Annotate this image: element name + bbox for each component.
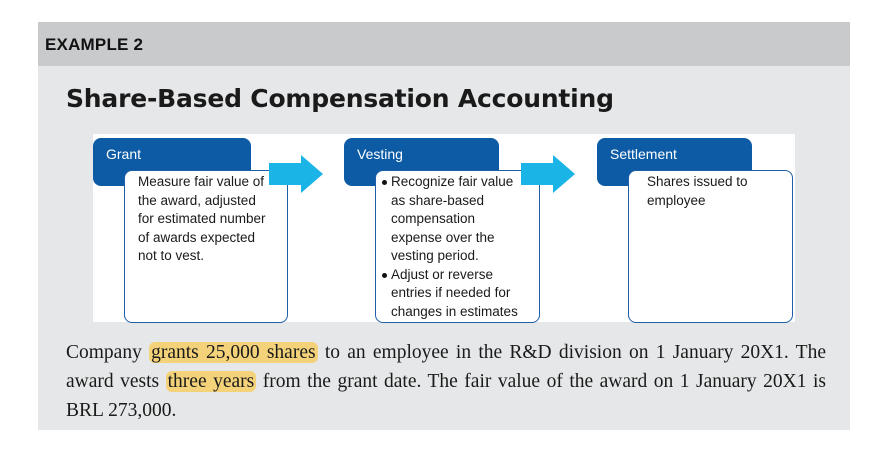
example-card	[38, 22, 850, 430]
settlement-line: employee	[647, 192, 706, 208]
vesting-line: entries if needed for	[391, 285, 511, 300]
highlight-vesting-period: three years	[167, 371, 255, 392]
grant-line: of awards expected	[138, 229, 256, 245]
vesting-line: compensation	[391, 211, 476, 226]
vesting-line: expense over the	[391, 229, 495, 245]
bullet-icon	[382, 180, 387, 185]
step-box-grant	[124, 170, 288, 323]
step-label-vesting: Vesting	[357, 146, 403, 162]
vesting-line: as share-based	[391, 192, 485, 208]
grant-description	[138, 173, 266, 266]
example-header-band	[38, 22, 850, 66]
arrow-right-icon	[269, 155, 325, 193]
paragraph-text: Company	[66, 342, 150, 363]
paragraph-text: to an employee in the R&D division on 1 January 20X1. The award vests	[66, 342, 826, 392]
paragraph-text: from the grant date. The fair value of the award on 1 January 20X1 is BRL 273,000.	[66, 371, 826, 421]
grant-line: for estimated number	[138, 211, 266, 226]
bullet-icon	[382, 273, 387, 278]
vesting-line: Recognize fair value	[391, 174, 514, 189]
process-diagram	[93, 134, 795, 322]
vesting-line: Adjust or reverse	[391, 266, 494, 282]
grant-line: not to vest.	[138, 248, 205, 263]
example-paragraph	[66, 338, 826, 425]
settlement-line: Shares issued to	[647, 174, 748, 189]
step-box-vesting	[375, 170, 540, 323]
step-label-grant: Grant	[106, 146, 142, 162]
vesting-description	[382, 173, 518, 321]
grant-line: Measure fair value of	[138, 174, 265, 189]
vesting-line: vesting period.	[391, 248, 479, 263]
settlement-description	[647, 173, 748, 210]
step-label-settlement: Settlement	[610, 146, 677, 162]
step-box-settlement	[628, 170, 793, 323]
vesting-line: changes in estimates	[391, 303, 518, 319]
vesting-bullet	[382, 173, 518, 266]
vesting-bullet	[382, 266, 518, 322]
arrow-right-icon	[521, 155, 577, 193]
example-label: EXAMPLE 2	[45, 35, 144, 54]
grant-line: the award, adjusted	[138, 192, 256, 208]
highlight-grant-shares: grants 25,000 shares	[151, 342, 316, 363]
page-title: Share-Based Compensation Accounting	[66, 84, 614, 113]
